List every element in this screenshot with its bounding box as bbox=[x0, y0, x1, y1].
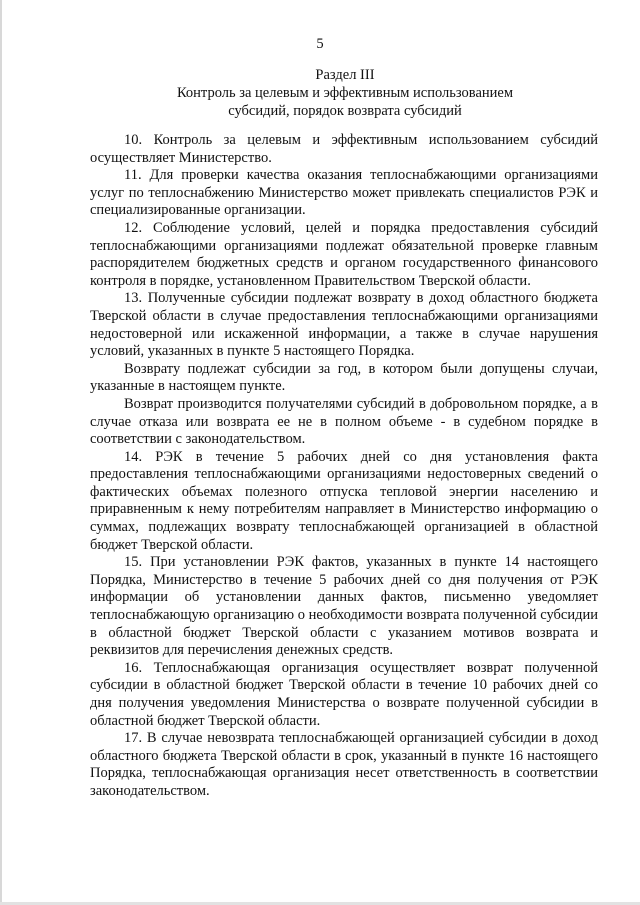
section-heading bbox=[90, 66, 600, 120]
paragraph-17: 17. В случае невозврата теплоснабжающей организацией субсидии в доход областного бюджета Тверской области в срок, указанный в пункте 16 настоящего Порядка, теплоснабжающая организация несет ответственность в соответствии законодательством. bbox=[90, 730, 598, 799]
paragraph-16: 16. Теплоснабжающая организация осуществляет возврат полученной субсидии в областной бюджет Тверской области в течение 10 рабочих дней со дня получения уведомления Министерства о возврате полученной субсидии в областной бюджет Тверской области. bbox=[90, 659, 598, 729]
page-number: 5 bbox=[316, 36, 324, 52]
section-subtitle-line-1: Контроль за целевым и эффективным использованием bbox=[176, 85, 514, 101]
paragraph-14: 14. РЭК в течение 5 рабочих дней со дня установления факта предоставления теплоснабжающими организациями недостоверных сведений о фактических объемах полезного отпуска тепловой энергии населению и приравненным к нему потребителям направляет в Министерство информацию о суммах, подлежащих возврату теплоснабжающей организацией в областной бюджет Тверской области. bbox=[90, 448, 598, 553]
section-subtitle-line-2: субсидий, порядок возврата субсидий bbox=[228, 103, 462, 119]
document-body bbox=[90, 132, 598, 801]
paragraph-11: 11. Для проверки качества оказания теплоснабжающими организациями услуг по теплоснабжению Министерство может привлекать специалистов РЭК и специализированные организации. bbox=[90, 167, 598, 219]
paragraph-15: 15. При установлении РЭК фактов, указанных в пункте 14 настоящего Порядка, Министерство в течение 5 рабочих дней со дня получения от РЭК информации об установлении данных фактов, письменно уведомляет теплоснабжающую организацию о необходимости возврата полученной субсидии в областной бюджет Тверской области с указанием мотивов возврата и реквизитов для перечисления денежных средств. bbox=[90, 554, 598, 659]
paragraph-13-return-procedure: Возврат производится получателями субсидий в добровольном порядке, а в случае отказа или возврата ее не в полном объеме - в судебном порядке в соответствии с законодательством. bbox=[90, 395, 598, 448]
paragraph-13-return-scope: Возврату подлежат субсидии за год, в котором были допущены случаи, указанные в настоящем пункте. bbox=[90, 360, 598, 395]
scan-left-edge bbox=[0, 0, 2, 905]
paragraph-13: 13. Полученные субсидии подлежат возврату в доход областного бюджета Тверской области в случае предоставления теплоснабжающими организациями недостоверной или искаженной информации, а также в случае нарушения условий, указанных в пункте 5 настоящего Порядка. bbox=[90, 290, 598, 360]
paragraph-12: 12. Соблюдение условий, целей и порядка предоставления субсидий теплоснабжающими организациями подлежат обязательной проверке главным распорядителем бюджетных средств и органом государственного финансового контроля в порядке, установленном Правительством Тверской области. bbox=[90, 219, 598, 289]
paragraph-10: 10. Контроль за целевым и эффективным использованием субсидий осуществляет Министерство. bbox=[90, 132, 598, 166]
section-title: Раздел III bbox=[315, 67, 375, 83]
